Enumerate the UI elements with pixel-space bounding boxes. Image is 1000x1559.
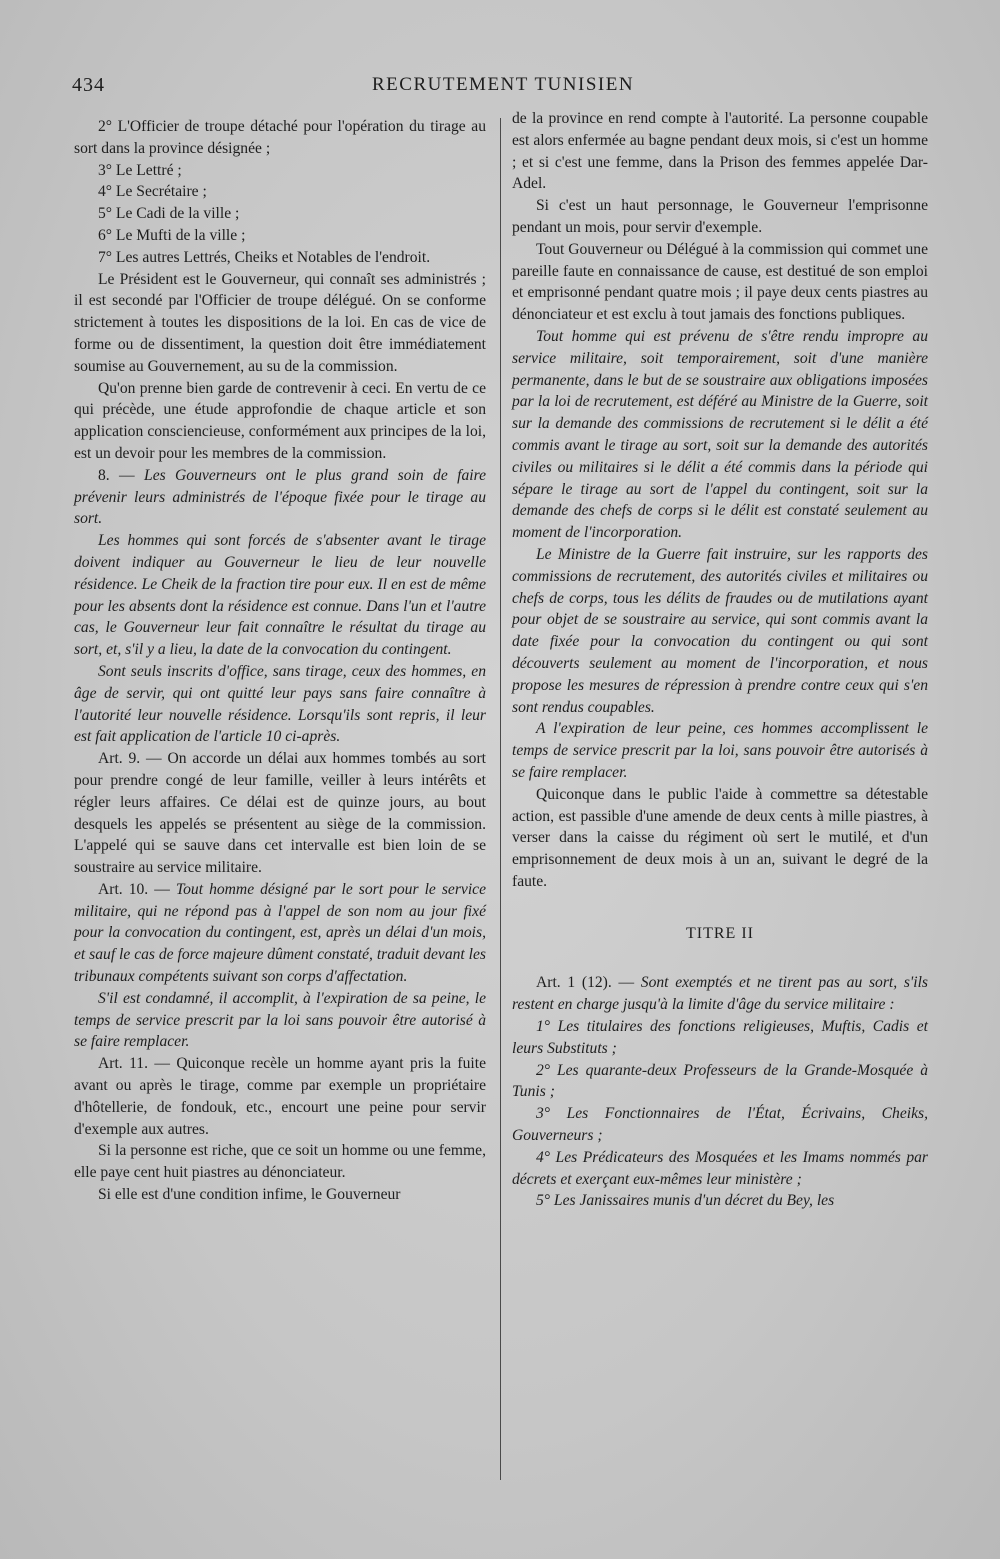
paragraph: Qu'on prenne bien garde de contrevenir à ceci. En vertu de ce qui précède, une étude approfondie de chaque article et son application consciencieuse, conformément aux principes de la loi, est un devoir pour les membres de la commission. [74,379,486,462]
paragraph: S'il est condamné, il accomplit, à l'expiration de sa peine, le temps de service prescrit par la loi sans pouvoir être autorisé à se faire remplacer. [74,989,486,1051]
list-item: 2° Les quarante-deux Professeurs de la Grande-Mosquée à Tunis ; [512,1061,928,1101]
paragraph: Si la personne est riche, que ce soit un homme ou une femme, elle paye cent huit piastres au dénonciateur. [74,1142,486,1182]
paragraph: Quiconque dans le public l'aide à commettre sa détestable action, est passible d'une amende de deux cents à mille piastres, à verser dans la caisse du régiment où sert le mutilé, et d'un emprisonnement de deux mois à un an, suivant le degré de la faute. [512,785,928,890]
article-lead: Art. 1 (12). — [536,974,641,992]
paragraph: de la province en rend compte à l'autorité. La personne coupable est alors enfermée au bagne pendant deux mois, si c'est un homme ; et si c'est une femme, dans la Prison des femmes appelée Dar-Adel. [512,110,928,193]
paragraph: Les hommes qui sont forcés de s'absenter avant le tirage doivent indiquer au Gouverneur le lieu de leur nouvelle résidence. Le Cheik de la fraction tire pour eux. Il en est de même pour les absents dont la résidence est connue. Dans l'un et l'autre cas, le Gouverneur leur fait connaître le résultat du tirage au sort, et, s'il y a lieu, la date de la convocation du contingent. [74,532,486,659]
article-lead: Art. 11. — [98,1055,177,1073]
paragraph: Si elle est d'une condition infime, le Gouverneur [98,1186,401,1204]
article-body: On accorde un délai aux hommes tombés au sort pour prendre congé de leur famille, veiller à leurs intérêts et régler leurs affaires. Ce délai est de quinze jours, au bout desquels les appelés se présentent au siège de la commission. L'appelé qui se sauve dans cet intervalle est bien loin de se soustraire au service militaire. [74,750,486,877]
paragraph: 2° L'Officier de troupe détaché pour l'opération du tirage au sort dans la province désignée ; [74,118,486,157]
paragraph: Tout Gouverneur ou Délégué à la commission qui commet une pareille faute en connaissance de cause, est destitué de son emploi et emprisonné pendant quatre mois ; il paye deux cents piastres au dénonciateur et est exclu à tout jamais des fonctions publiques. [512,240,928,324]
article-body: Tout homme désigné par le sort pour le service militaire, qui ne répond pas à l'appel de son nom au jour fixé pour la convocation du contingent, est, après un délai d'un mois, et sauf le cas de force majeure dûment constaté, traduit devant les tribunaux compétents suivant son corps d'affectation. [74,880,487,986]
article-lead: 8. — [98,466,145,484]
list-item: 1° Les titulaires des fonctions religieuses, Muftis, Cadis et leurs Substituts ; [512,1018,928,1057]
page-header [72,74,930,108]
paragraph: A l'expiration de leur peine, ces hommes accomplissent le temps de service prescrit par la loi, sans pouvoir être autorisés à se faire remplacer. [512,720,928,781]
article-body: Les Gouverneurs ont le plus grand soin de faire prévenir leurs administrés de l'époque fixée pour le tirage au sort. [74,466,486,528]
list-item: 3° Les Fonctionnaires de l'État, Écrivains, Cheiks, Gouverneurs ; [512,1105,928,1145]
article-lead: Art. 9. — [98,750,168,768]
paragraph: Le Président est le Gouverneur, qui connaît ses administrés ; il est secondé par l'Officier de troupe délégué. On se conforme strictement à toutes les dispositions de la loi. En cas de vice de forme ou de dissentiment, la question doit être immédiatement soumise au Gouvernement, au su de la commission. [74,270,486,375]
article-8 [74,465,486,530]
article-lead: Art. 10. — [98,880,176,898]
list-item: 7° Les autres Lettrés, Cheiks et Notables de l'endroit. [98,248,431,266]
list-item: 5° Les Janissaires munis d'un décret du Bey, les [536,1192,835,1210]
article-11 [74,1053,486,1140]
paragraph: Tout homme qui est prévenu de s'être rendu impropre au service militaire, soit temporairement, soit d'une manière permanente, dans le but de se soustraire aux obligations imposées par la loi de recrutement, est déféré au Ministre de la Guerre, soit sur la demande des commissions de recrutement si le délit a été commis avant le tirage au sort, soit sur la demande des autorités civiles ou militaires si le délit a été commis dans la période qui sépare le tirage au sort de l'appel du contingent, soit sur la demande des chefs de corps si le délit est constaté seulement au moment de l'incorporation. [512,327,928,542]
list-item: 4° Le Secrétaire ; [98,183,207,201]
left-column [74,116,486,1206]
section-title: TITRE II [686,924,754,942]
list-item: 6° Le Mufti de la ville ; [98,226,246,244]
list-item: 4° Les Prédicateurs des Mosquées et les Imams nommés par décrets et exerçant eux-mêmes leur ministère ; [512,1148,928,1188]
page-number: 434 [72,74,105,96]
article-10 [74,879,486,988]
article-body: Sont exemptés et ne tirent pas au sort, s'ils restent en charge jusqu'à la limite d'âge du service militaire : [512,974,928,1014]
running-title: RECRUTEMENT TUNISIEN [372,74,635,95]
list-item: 3° Le Lettré ; [98,161,182,179]
right-column [512,108,928,1212]
list-item: 5° Le Cadi de la ville ; [98,205,240,223]
article-12 [512,972,928,1016]
column-divider [500,118,501,1480]
paragraph: Si c'est un haut personnage, le Gouverneur l'emprisonne pendant un mois, pour servir d'exemple. [512,197,928,236]
paragraph: Sont seuls inscrits d'office, sans tirage, ceux des hommes, en âge de servir, qui ont quitté leur pays sans faire connaître à l'autorité leur nouvelle résidence. Lorsqu'ils sont repris, il leur est fait application de l'article 10 ci-après. [74,662,486,746]
article-body: Quiconque recèle un homme ayant pris la fuite avant ou après le tirage, comme par exemple un propriétaire d'hôtellerie, de fondouk, etc., encourt une peine pour servir d'exemple aux autres. [74,1055,486,1138]
article-9 [74,748,486,879]
paragraph: Le Ministre de la Guerre fait instruire, sur les rapports des commissions de recrutement, des autorités civiles et militaires ou chefs de corps, tous les délits de fraudes ou de mutilations ayant pour objet de se soustraire au service, qui sont commis avant la date fixée pour la convocation du contingent ou qui sont découverts seulement au moment de l'incorporation, et nous propose les mesures de répression à prendre contre ceux qui s'en sont rendus coupables. [512,545,928,716]
